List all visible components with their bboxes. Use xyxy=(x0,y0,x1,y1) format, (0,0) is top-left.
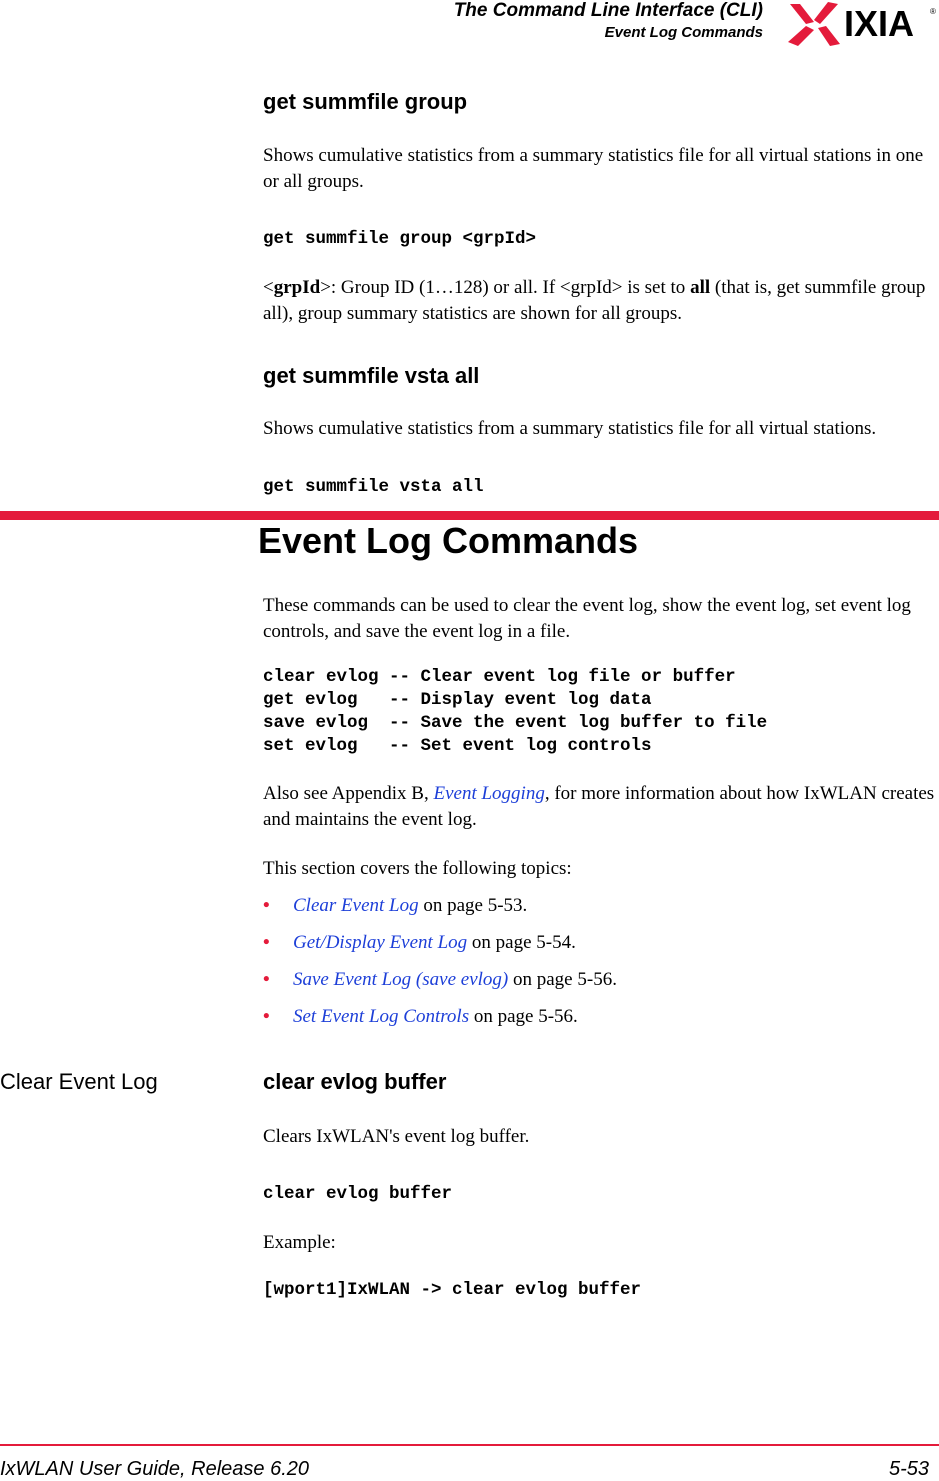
clear-description: Clears IxWLAN's event log buffer. xyxy=(263,1126,530,1147)
running-header-subtitle: Event Log Commands xyxy=(604,24,763,41)
topic-page-ref: on page 5-54. xyxy=(467,932,576,953)
section-divider-bar xyxy=(0,511,939,520)
topic-item-get xyxy=(263,932,576,954)
clear-syntax: clear evlog buffer xyxy=(263,1184,453,1204)
topic-item-save xyxy=(263,969,617,991)
command-line-clear: clear evlog -- Clear event log file or buffer xyxy=(263,667,736,687)
topic-link-get-display-event-log[interactable]: Get/Display Event Log xyxy=(293,932,468,953)
footer-rule xyxy=(0,1444,939,1446)
bullet-icon: • xyxy=(263,895,270,916)
topic-page-ref: on page 5-53. xyxy=(418,895,528,916)
topic-link-set-event-log-controls[interactable]: Set Event Log Controls xyxy=(293,1006,470,1027)
topic-link-save-event-log[interactable]: Save Event Log (save evlog) xyxy=(293,969,509,990)
footer-page-number: 5-53 xyxy=(888,1458,929,1480)
param-name: grpId xyxy=(273,277,321,298)
topic-page-ref: on page 5-56. xyxy=(469,1006,578,1027)
param-mid: >: Group ID (1…128) or all. If <grpId> is set to xyxy=(320,277,691,298)
bullet-icon: • xyxy=(263,932,270,953)
group-param-description xyxy=(263,275,939,327)
heading-event-log-commands: Event Log Commands xyxy=(258,520,639,561)
see-also-post: , for more information about how IxWLAN creates and maintains the event log. xyxy=(263,783,935,830)
footer-guide-title: IxWLAN User Guide, Release 6.20 xyxy=(0,1458,310,1480)
running-header-title: The Command Line Interface (CLI) xyxy=(453,0,763,21)
group-description: Shows cumulative statistics from a summary statistics file for all virtual stations in one or all groups. xyxy=(263,145,924,192)
command-line-save: save evlog -- Save the event log buffer to file xyxy=(263,713,768,733)
see-also-pre: Also see Appendix B, xyxy=(263,783,434,804)
topic-link-clear-event-log[interactable]: Clear Event Log xyxy=(293,895,419,916)
topic-item-clear xyxy=(263,895,527,917)
param-open: < xyxy=(263,277,274,298)
heading-get-summfile-vsta-all: get summfile vsta all xyxy=(263,363,480,388)
topic-item-set xyxy=(263,1006,578,1028)
event-log-intro: These commands can be used to clear the event log, show the event log, set event log controls, and save the event log in a file. xyxy=(263,595,911,642)
bullet-icon: • xyxy=(263,969,270,990)
registered-mark: ® xyxy=(930,7,936,16)
heading-get-summfile-group: get summfile group xyxy=(263,89,468,114)
event-logging-link[interactable]: Event Logging xyxy=(433,783,545,804)
bullet-icon: • xyxy=(263,1006,270,1027)
param-end: (that is, get summfile group all), group summary statistics are shown for all groups. xyxy=(263,277,926,324)
side-heading-clear-event-log: Clear Event Log xyxy=(0,1069,158,1094)
event-log-command-list xyxy=(263,666,767,758)
param-all: all xyxy=(690,277,711,298)
command-line-set: set evlog -- Set event log controls xyxy=(263,736,652,756)
vsta-syntax: get summfile vsta all xyxy=(263,477,484,497)
ixia-logo-text: IXIA xyxy=(844,3,915,44)
group-syntax: get summfile group <grpId> xyxy=(263,229,537,249)
command-line-get: get evlog -- Display event log data xyxy=(263,690,652,710)
example-label: Example: xyxy=(263,1232,336,1253)
heading-clear-evlog-buffer: clear evlog buffer xyxy=(263,1069,447,1094)
topics-intro: This section covers the following topics: xyxy=(263,858,572,879)
topic-page-ref: on page 5-56. xyxy=(508,969,617,990)
ixia-star-mark xyxy=(788,2,840,46)
vsta-description: Shows cumulative statistics from a summary statistics file for all virtual stations. xyxy=(263,418,877,439)
clear-example: [wport1]IxWLAN -> clear evlog buffer xyxy=(263,1280,642,1300)
see-also-paragraph xyxy=(263,781,939,833)
ixia-logo-icon xyxy=(784,0,939,48)
